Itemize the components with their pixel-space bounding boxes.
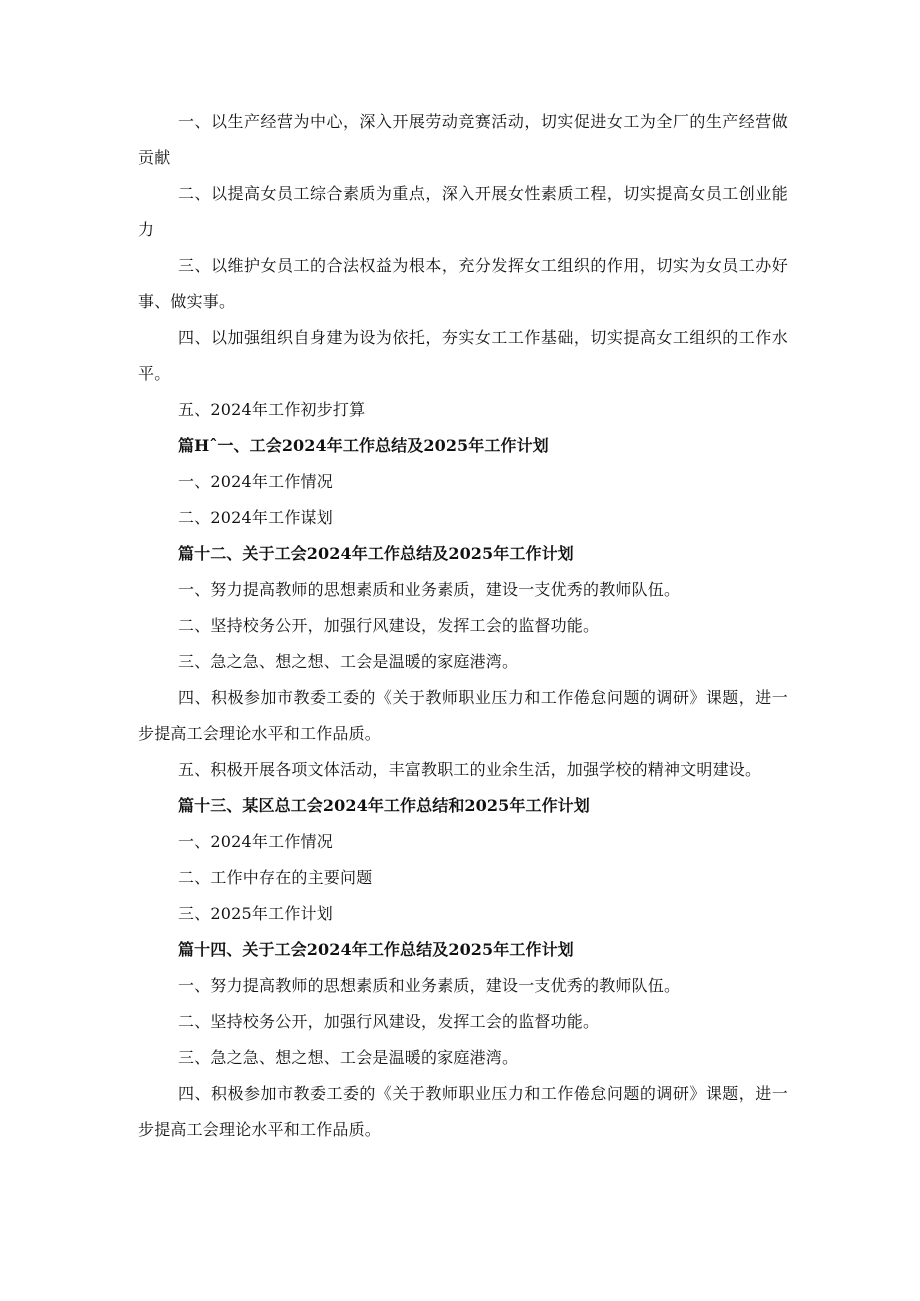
section-heading-11: 篇Hˆ一、工会2024年工作总结及2025年工作计划 <box>178 436 549 455</box>
document-body <box>138 104 788 1148</box>
paragraph-13: 一、2024年工作情况 <box>178 832 333 851</box>
section-heading-13: 篇十三、某区总工会2024年工作总结和2025年工作计划 <box>178 796 590 815</box>
paragraph-11: 四、积极参加市教委工委的《关于教师职业压力和工作倦怠问题的调研》课题，进一步提高工会理论水平和工作品质。 <box>138 688 788 743</box>
paragraph-14: 二、工作中存在的主要问题 <box>178 868 373 887</box>
paragraph-16: 一、努力提高教师的思想素质和业务素质，建设一支优秀的教师队伍。 <box>178 976 681 995</box>
paragraph-17: 二、坚持校务公开，加强行风建设，发挥工会的监督功能。 <box>178 1012 600 1031</box>
paragraph-8: 一、努力提高教师的思想素质和业务素质，建设一支优秀的教师队伍。 <box>178 580 681 599</box>
paragraph-2: 二、以提高女员工综合素质为重点，深入开展女性素质工程，切实提高女员工创业能力 <box>138 184 788 239</box>
paragraph-12: 五、积极开展各项文体活动，丰富教职工的业余生活，加强学校的精神文明建设。 <box>178 760 762 779</box>
paragraph-4: 四、以加强组织自身建为设为依托，夯实女工工作基础，切实提高女工组织的工作水平。 <box>138 328 788 383</box>
section-heading-14: 篇十四、关于工会2024年工作总结及2025年工作计划 <box>178 940 574 959</box>
paragraph-19: 四、积极参加市教委工委的《关于教师职业压力和工作倦怠问题的调研》课题，进一步提高工会理论水平和工作品质。 <box>138 1084 788 1139</box>
section-heading-12: 篇十二、关于工会2024年工作总结及2025年工作计划 <box>178 544 574 563</box>
paragraph-7: 二、2024年工作谋划 <box>178 508 333 527</box>
paragraph-10: 三、急之急、想之想、工会是温暖的家庭港湾。 <box>178 652 519 671</box>
paragraph-9: 二、坚持校务公开，加强行风建设，发挥工会的监督功能。 <box>178 616 600 635</box>
paragraph-5: 五、2024年工作初步打算 <box>178 400 366 419</box>
paragraph-6: 一、2024年工作情况 <box>178 472 333 491</box>
paragraph-3: 三、以维护女员工的合法权益为根本，充分发挥女工组织的作用，切实为女员工办好事、做实事。 <box>138 256 788 311</box>
paragraph-1: 一、以生产经营为中心，深入开展劳动竞赛活动，切实促进女工为全厂的生产经营做贡献 <box>138 112 788 167</box>
paragraph-15: 三、2025年工作计划 <box>178 904 333 923</box>
paragraph-18: 三、急之急、想之想、工会是温暖的家庭港湾。 <box>178 1048 519 1067</box>
